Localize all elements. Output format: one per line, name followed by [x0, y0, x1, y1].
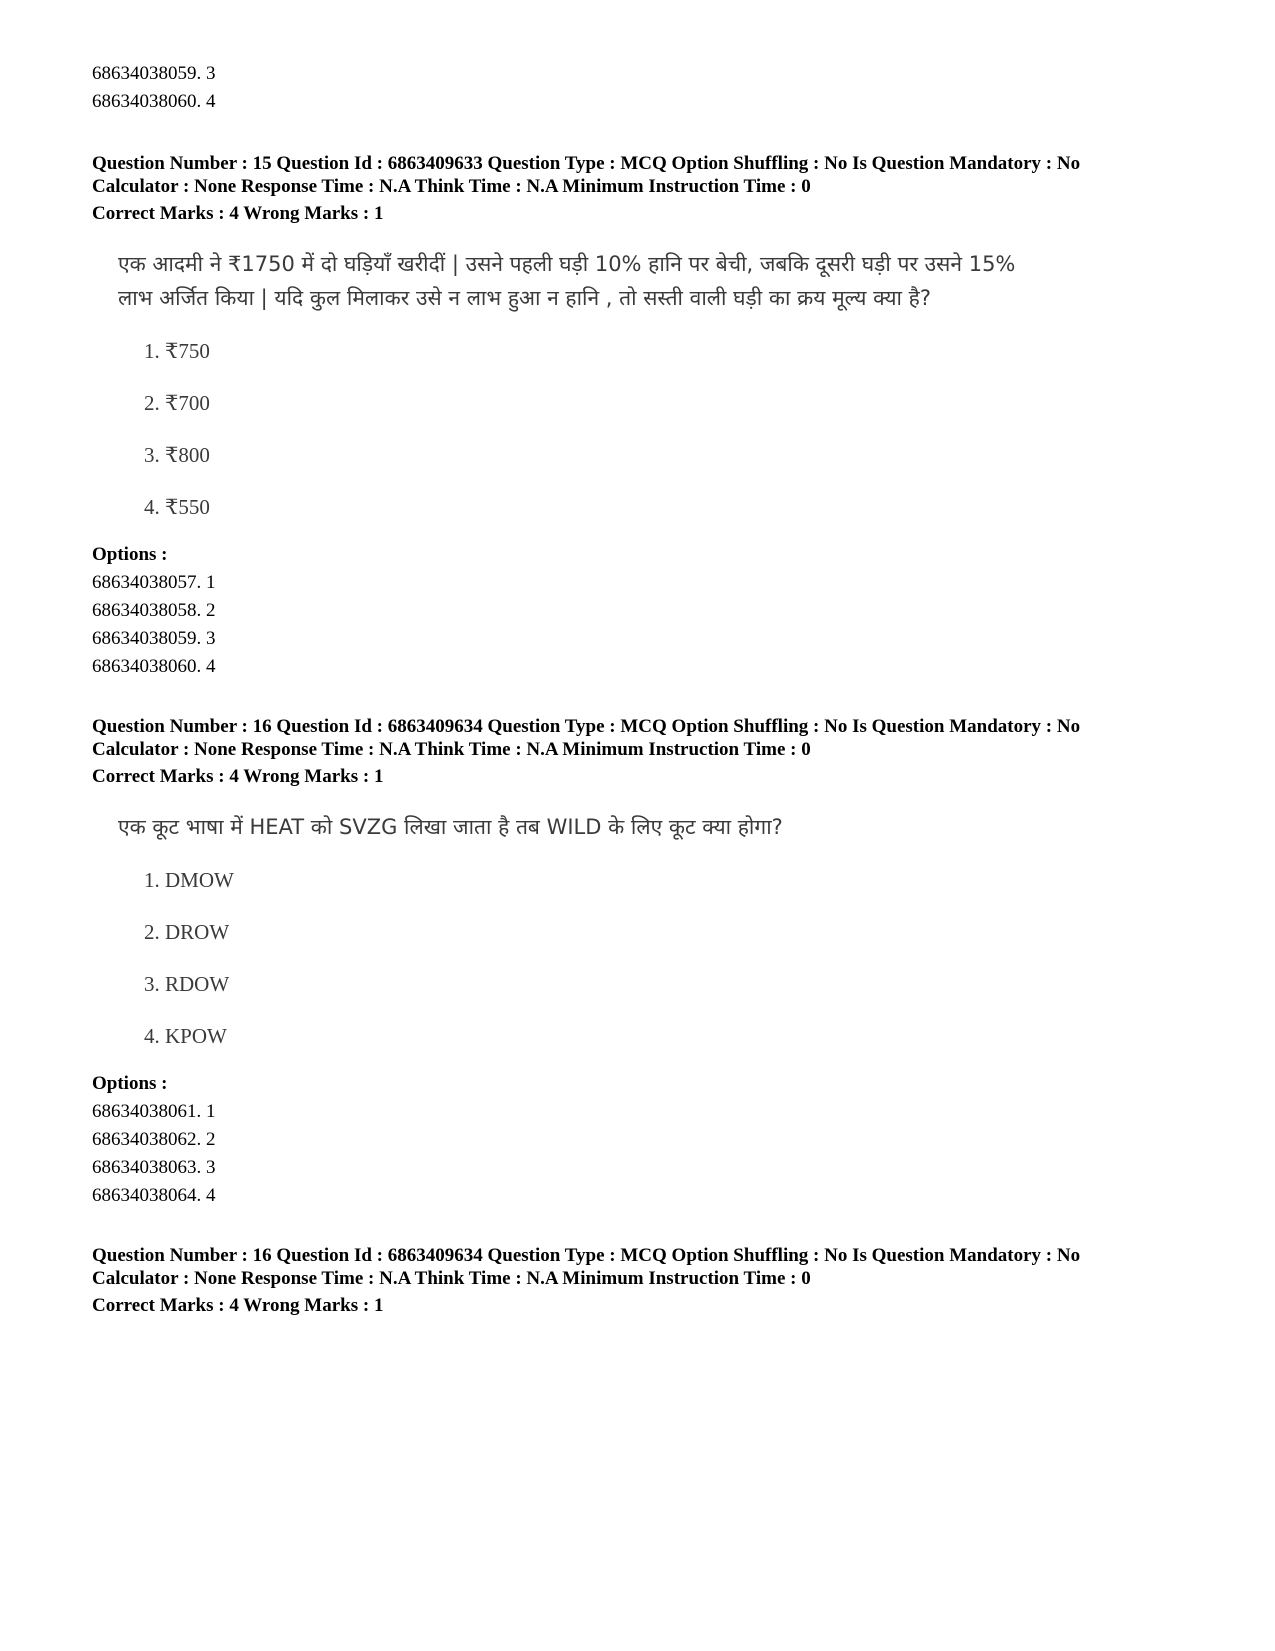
answer-choice: 1. DMOW [144, 868, 234, 892]
question-meta-line: Calculator : None Response Time : N.A Think Time : N.A Minimum Instruction Time : 0 [92, 1268, 811, 1289]
answer-choice: 3. ₹800 [144, 443, 210, 467]
answer-choice: 1. ₹750 [144, 339, 210, 363]
question-text-line: एक कूट भाषा में HEAT को SVZG लिखा जाता है तब WILD के लिए कूट क्या होगा? [118, 815, 783, 839]
option-line: 68634038059. 3 [92, 63, 216, 84]
answer-choice: 2. DROW [144, 920, 230, 944]
question-block-16-repeat [92, 1244, 1212, 1317]
answer-choices [144, 854, 1212, 1062]
question-text-line: लाभ अर्जित किया | यदि कुल मिलाकर उसे न लाभ हुआ न हानि , तो सस्ती वाली घड़ी का क्रय मूल्य क्या है? [118, 286, 931, 310]
question-marks: Correct Marks : 4 Wrong Marks : 1 [92, 766, 384, 787]
question-marks: Correct Marks : 4 Wrong Marks : 1 [92, 1295, 384, 1316]
exam-page [92, 60, 1212, 1317]
answer-choice: 4. KPOW [144, 1024, 227, 1048]
question-meta-line: Question Number : 15 Question Id : 6863409633 Question Type : MCQ Option Shuffling : No Is Question Mandatory : No [92, 153, 1081, 174]
option-line: 68634038061. 1 [92, 1101, 216, 1122]
question-meta-line: Calculator : None Response Time : N.A Think Time : N.A Minimum Instruction Time : 0 [92, 176, 811, 197]
question-text [118, 810, 1212, 844]
answer-choices [144, 325, 1212, 533]
question-meta-line: Question Number : 16 Question Id : 6863409634 Question Type : MCQ Option Shuffling : No Is Question Mandatory : No [92, 1245, 1081, 1266]
answer-choice: 2. ₹700 [144, 391, 210, 415]
option-line: 68634038060. 4 [92, 656, 216, 677]
question-block-16 [92, 715, 1212, 1210]
option-line: 68634038057. 1 [92, 572, 216, 593]
question-block-15 [92, 152, 1212, 681]
option-line: 68634038064. 4 [92, 1185, 216, 1206]
option-line: 68634038059. 3 [92, 628, 216, 649]
question-marks: Correct Marks : 4 Wrong Marks : 1 [92, 203, 384, 224]
answer-choice: 3. RDOW [144, 972, 230, 996]
options-heading: Options : [92, 544, 168, 565]
previous-options-list [92, 60, 1212, 116]
option-line: 68634038060. 4 [92, 91, 216, 112]
option-line: 68634038063. 3 [92, 1157, 216, 1178]
option-line: 68634038058. 2 [92, 600, 216, 621]
question-text [118, 247, 1212, 315]
answer-choice: 4. ₹550 [144, 495, 210, 519]
question-meta-line: Calculator : None Response Time : N.A Think Time : N.A Minimum Instruction Time : 0 [92, 739, 811, 760]
question-text-line: एक आदमी ने ₹1750 में दो घड़ियाँ खरीदीं | उसने पहली घड़ी 10% हानि पर बेची, जबकि दूसरी घड़ी पर उसने 15% [118, 252, 1016, 276]
question-meta-line: Question Number : 16 Question Id : 6863409634 Question Type : MCQ Option Shuffling : No Is Question Mandatory : No [92, 716, 1081, 737]
option-line: 68634038062. 2 [92, 1129, 216, 1150]
options-heading: Options : [92, 1073, 168, 1094]
